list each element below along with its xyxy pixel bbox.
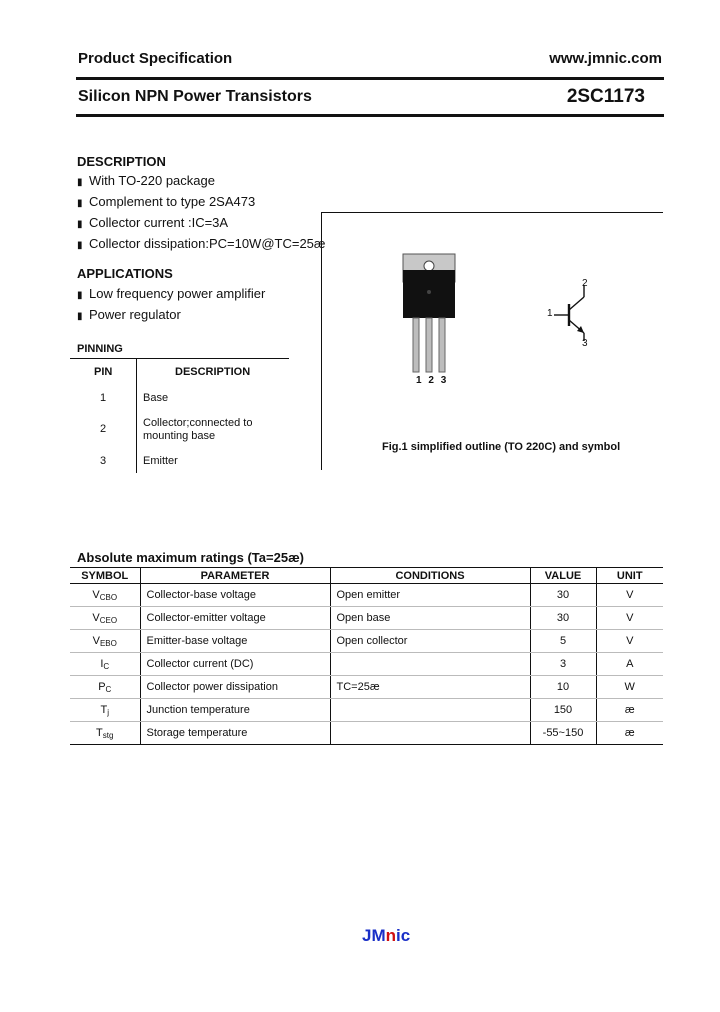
pin-description-header: DESCRIPTION [175,366,251,378]
list-item: ▮ Collector dissipation:PC=10W@TC=25æ [77,234,325,255]
unit-header: UNIT [596,568,663,584]
pinning-divider [136,359,137,473]
conditions-cell: Open collector [330,630,530,653]
table-row [70,653,663,676]
value-header: VALUE [530,568,596,584]
conditions-cell [330,653,530,676]
bullet-icon: ▮ [77,240,83,251]
table-row [70,699,663,722]
to220-package-icon [390,248,470,388]
symbol-pin-1: 1 [547,308,553,319]
table-row [70,607,663,630]
table-row [70,630,663,653]
symbol-cell: $T_{stg}$ [70,722,140,745]
conditions-cell: TC=25æ [330,676,530,699]
doc-type: Product Specification [78,50,233,67]
title-rule [76,114,664,117]
ratings-title: Absolute maximum ratings (Ta=25æ) [77,550,304,565]
parameter-cell: Collector power dissipation [140,676,330,699]
header-rule [76,77,664,80]
value-cell: 5 [530,630,596,653]
conditions-cell: Open base [330,607,530,630]
pinning-rule [70,358,289,359]
table-row [70,584,663,607]
applications-title: APPLICATIONS [77,266,173,281]
description-title: DESCRIPTION [77,154,166,169]
conditions-cell: Open emitter [330,584,530,607]
list-item: ▮ Power regulator [77,305,265,326]
value-cell: 30 [530,584,596,607]
table-row [70,722,663,745]
pin-number: 3 [100,455,107,467]
list-item: ▮ Low frequency power amplifier [77,284,265,305]
pinning-title: PINNING [77,343,123,355]
symbol-cell: $P_C$ [70,676,140,699]
package-pin-labels: 1 2 3 [416,375,449,386]
value-cell: 30 [530,607,596,630]
value-cell: 10 [530,676,596,699]
symbol-cell: $T_j$ [70,699,140,722]
ratings-table [70,567,663,745]
parameter-cell: Collector-emitter voltage [140,607,330,630]
symbol-pin-3: 3 [582,338,588,349]
unit-cell: æ [596,722,663,745]
parameter-header: PARAMETER [140,568,330,584]
value-cell: 3 [530,653,596,676]
value-cell: -55~150 [530,722,596,745]
bullet-icon: ▮ [77,219,83,230]
table-row [70,676,663,699]
bullet-icon: ▮ [77,198,83,209]
conditions-cell [330,699,530,722]
parameter-cell: Emitter-base voltage [140,630,330,653]
symbol-header: SYMBOL [70,568,140,584]
product-line: Silicon NPN Power Transistors [78,88,312,105]
symbol-cell: $V_{CEO}$ [70,607,140,630]
symbol-cell: $V_{CBO}$ [70,584,140,607]
unit-cell: W [596,676,663,699]
bullet-icon: ▮ [77,311,83,322]
pin-description: Collector;connected to mounting base [143,417,253,442]
symbol-pin-2: 2 [582,278,588,289]
parameter-cell: Collector-base voltage [140,584,330,607]
value-cell: 150 [530,699,596,722]
unit-cell: V [596,630,663,653]
pin-description: Base [143,392,169,404]
parameter-cell: Collector current (DC) [140,653,330,676]
list-item: ▮ Collector current :IC=3A [77,213,325,234]
bullet-icon: ▮ [77,177,83,188]
unit-cell: æ [596,699,663,722]
symbol-cell: $I_C$ [70,653,140,676]
part-number: 2SC1173 [566,86,645,107]
parameter-cell: Junction temperature [140,699,330,722]
jmnic-logo: JMnic [362,926,411,945]
pin-header: PIN [94,366,113,378]
list-item: ▮ Complement to type 2SA473 [77,192,325,213]
conditions-header: CONDITIONS [330,568,530,584]
pin-description: Emitter [143,455,178,467]
applications-list [77,284,265,326]
figure-caption: Fig.1 simplified outline (TO 220C) and symbol [382,441,621,453]
pin-number: 1 [100,392,107,404]
bullet-icon: ▮ [77,290,83,301]
parameter-cell: Storage temperature [140,722,330,745]
conditions-cell [330,722,530,745]
unit-cell: V [596,584,663,607]
description-list [77,171,325,255]
pin-number: 2 [100,423,107,435]
unit-cell: V [596,607,663,630]
unit-cell: A [596,653,663,676]
list-item: ▮ With TO-220 package [77,171,325,192]
website-link[interactable]: www.jmnic.com [549,50,662,67]
symbol-cell: $V_{EBO}$ [70,630,140,653]
figure-frame [321,212,663,470]
